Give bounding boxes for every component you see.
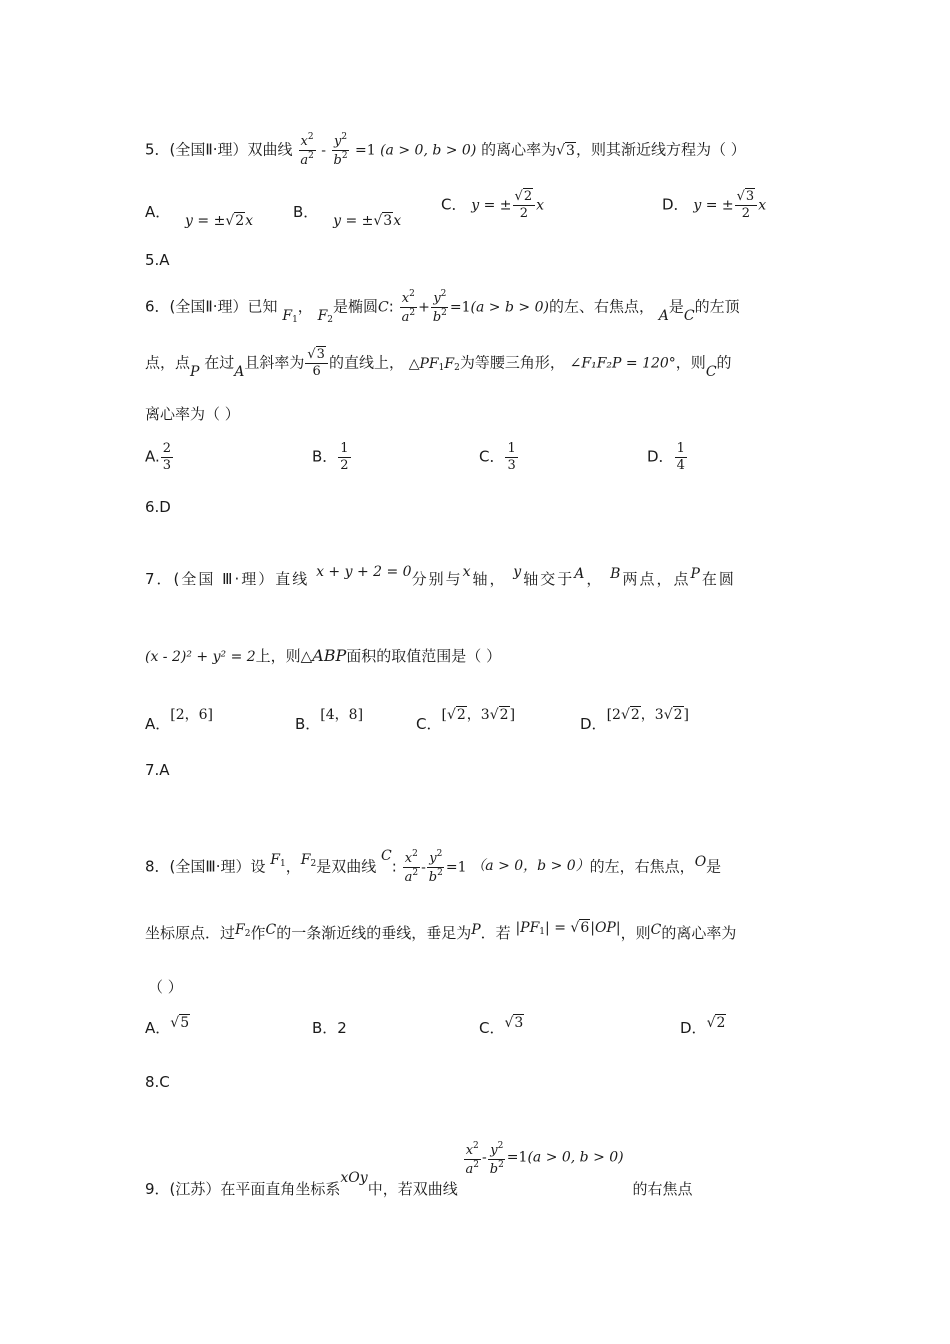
q8-option-a: A．√5 bbox=[145, 1015, 190, 1037]
q7-option-c: C．[√2，3√2] bbox=[416, 707, 516, 733]
q7-option-d: D．[2√2，3√2] bbox=[580, 707, 690, 733]
q6-option-d: D． $\frac{1}{4}$ bbox=[647, 441, 685, 473]
q5-stem: 5．(全国Ⅱ·理）双曲线 $\frac{x^2}{a^2}$ - $\frac{y^2}{b^2}$ =1 (a > 0, b > 0) 的离心率为√3，则其渐近线方程为（ ） bbox=[145, 132, 746, 168]
q7-answer: 7.A bbox=[145, 761, 170, 779]
q6-stem-line2: 点，点P 在过A且斜率为 $\frac{√3}{6}$ 的直线上， $\triangle PF_1F_2$为等腰三角形， ∠F₁F₂P = 120°，则C的 bbox=[145, 347, 732, 380]
q6-option-b: B． $\frac{1}{2}$ bbox=[312, 441, 349, 473]
q8-stem-line1: 8．(全国Ⅲ·理）设 $F_1$，$F_2$是双曲线 C: $\frac{x^2}{a^2}$ - $\frac{y^2}{b^2}$ =1 （a > 0，b > 0）的左，右焦点，O是 bbox=[145, 847, 722, 885]
q5-option-d: D． y = ± $\frac{√3}{2}$ x bbox=[662, 189, 767, 221]
q6-stem-line3: 离心率为（ ） bbox=[145, 405, 240, 423]
q8-stem-line2: 坐标原点．过$F_2$作C的一条渐近线的垂线，垂足为P．若 $|PF_1| = √6|OP|$，则C的离心率为 bbox=[145, 920, 737, 942]
q8-option-c: C．√3 bbox=[479, 1015, 524, 1037]
q5-answer: 5.A bbox=[145, 251, 170, 269]
q8-option-b: B．2 bbox=[312, 1019, 347, 1037]
q5-option-b: B． y = ±√3x bbox=[293, 203, 402, 229]
q7-stem-line1: 7．(全国 Ⅲ·理）直线 x + y + 2 = 0分别与x轴， y轴交于A， B两点，点P在圆 bbox=[145, 564, 736, 588]
q8-option-d: D．√2 bbox=[680, 1015, 726, 1037]
q6-option-c: C． $\frac{1}{3}$ bbox=[479, 441, 516, 473]
q8-stem-line3: （ ） bbox=[148, 978, 183, 996]
q6-answer: 6.D bbox=[145, 498, 171, 516]
q5-option-c: C． y = ± $\frac{√2}{2}$ x bbox=[441, 189, 545, 221]
q7-stem-line2: (x - 2)² + y² = 2上，则△ABP面积的取值范围是（ ） bbox=[145, 646, 502, 665]
q6-stem-line1: 6．(全国Ⅱ·理）已知 $F_1$， $F_2$是椭圆C: $\frac{x^2}{a^2}$ + $\frac{y^2}{b^2}$ =1(a > b > 0)的左、右焦点， A是C的左顶 bbox=[145, 289, 740, 325]
frac-x2-a2: $\frac{x^2}{a^2}$ bbox=[300, 132, 314, 168]
q7-option-a: A．[2，6] bbox=[145, 707, 214, 733]
sqrt-3: √3 bbox=[556, 142, 575, 159]
q8-answer: 8.C bbox=[145, 1073, 170, 1091]
frac-y2-b2: $\frac{y^2}{b^2}$ bbox=[333, 132, 348, 168]
q5-option-a: A． y = ±√2x bbox=[145, 203, 254, 229]
q7-option-b: B．[4，8] bbox=[295, 707, 364, 733]
q6-option-a: A. $\frac{2}{3}$ bbox=[145, 441, 172, 473]
q9-stem: 9．(江苏）在平面直角坐标系xOy中，若双曲线 $\frac{x^2}{a^2}$ - $\frac{y^2}{b^2}$ =1(a > 0, b > 0) 的右焦点 bbox=[145, 1141, 693, 1198]
